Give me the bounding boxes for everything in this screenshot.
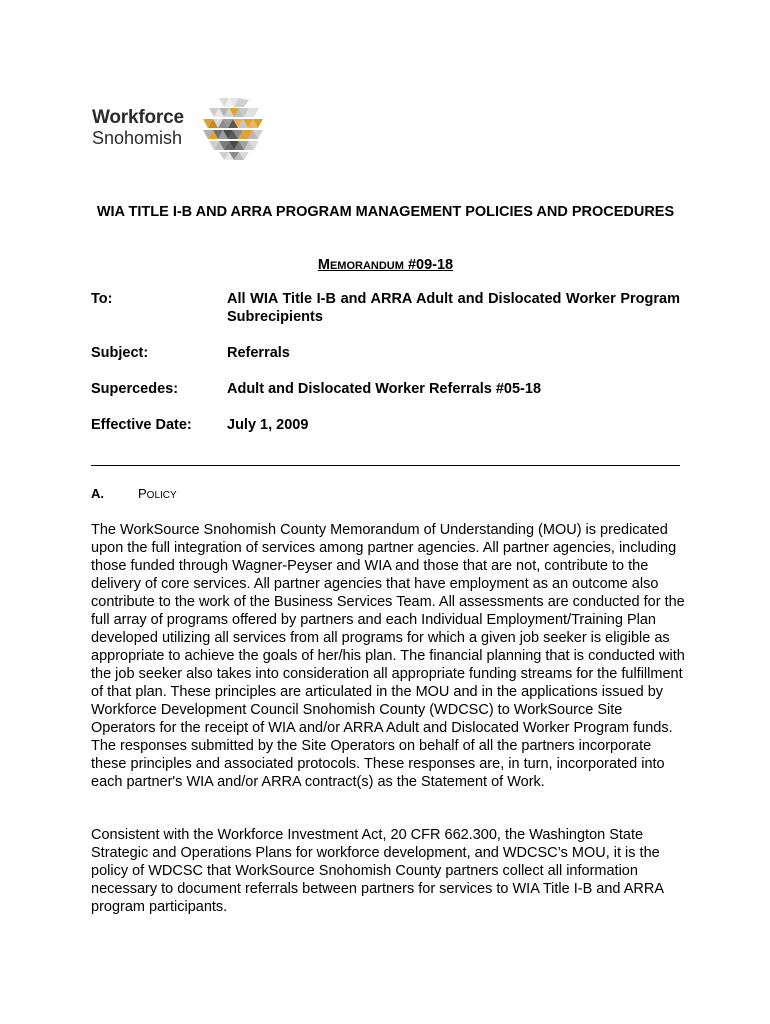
divider [91,465,680,466]
memo-prefix-rest: EMORANDUM [329,260,404,272]
memo-prefix-initial: M [317,257,330,273]
effective-date-value: July 1, 2009 [227,417,309,433]
subject-value: Referrals [227,345,290,361]
policy-paragraph-2: Consistent with the Workforce Investment Act, 20 CFR 662.300, the Washington State Strategic and Operations Plans for workforce development, and WDCSC’s MOU, it is the policy of WDCSC that WorkSource Snohomish County partners collect all information necessary to document referrals between partners for services to WIA Title I-B and ARRA program participants. [91,827,664,915]
logo [92,96,272,162]
section-letter: A. [91,486,104,501]
logo-mark-icon [199,96,267,162]
document-title: WIA TITLE I-B AND ARRA PROGRAM MANAGEMENT POLICIES AND PROCEDURES [96,204,675,220]
supercedes-value: Adult and Dislocated Worker Referrals #05-18 [227,381,542,397]
logo-line1: Workforce [92,107,184,128]
logo-line2: Snohomish [92,128,183,148]
to-label: To: [91,291,113,307]
logo-text [92,108,184,148]
effective-date-label: Effective Date: [91,417,192,433]
section-title-rest: OLICY [146,490,177,501]
memo-number-value: #09-18 [407,257,454,273]
to-value: All WIA Title I-B and ARRA Adult and Dislocated Worker Program Subrecipients [227,291,680,325]
memorandum-number [91,256,680,275]
supercedes-label: Supercedes: [91,381,179,397]
section-title [138,486,177,504]
section-title-initial: P [138,486,147,501]
subject-label: Subject: [91,345,149,361]
memorandum-label [318,257,453,273]
policy-paragraph-1: The WorkSource Snohomish County Memorandum of Understanding (MOU) is predicated upon the full integration of services among partner agencies. All partner agencies, including those funded through Wagner-Peyser and WIA and those that are not, contribute to the delivery of core services. All partner agencies that have employment as an outcome also contribute to the work of the Business Services Team. All assessments are conducted for the full array of programs offered by partners and each Individual Employment/Training Plan developed utilizing all services from all programs for which a given job seeker is eligible as appropriate to achieve the goals of her/his plan. The financial planning that is conducted with the job seeker also takes into consideration all appropriate funding streams for the fulfillment of that plan. These principles are articulated in the MOU and in the applications issued by Workforce Development Council Snohomish County (WDCSC) to WorkSource Site Operators for the receipt of WIA and/or ARRA Adult and Dislocated Worker Program funds. The responses submitted by the Site Operators on behalf of all the partners incorporate these principles and associated protocols. These responses are, in turn, incorporated into each partner's WIA and/or ARRA contract(s) as the Statement of Work. [91,522,685,790]
